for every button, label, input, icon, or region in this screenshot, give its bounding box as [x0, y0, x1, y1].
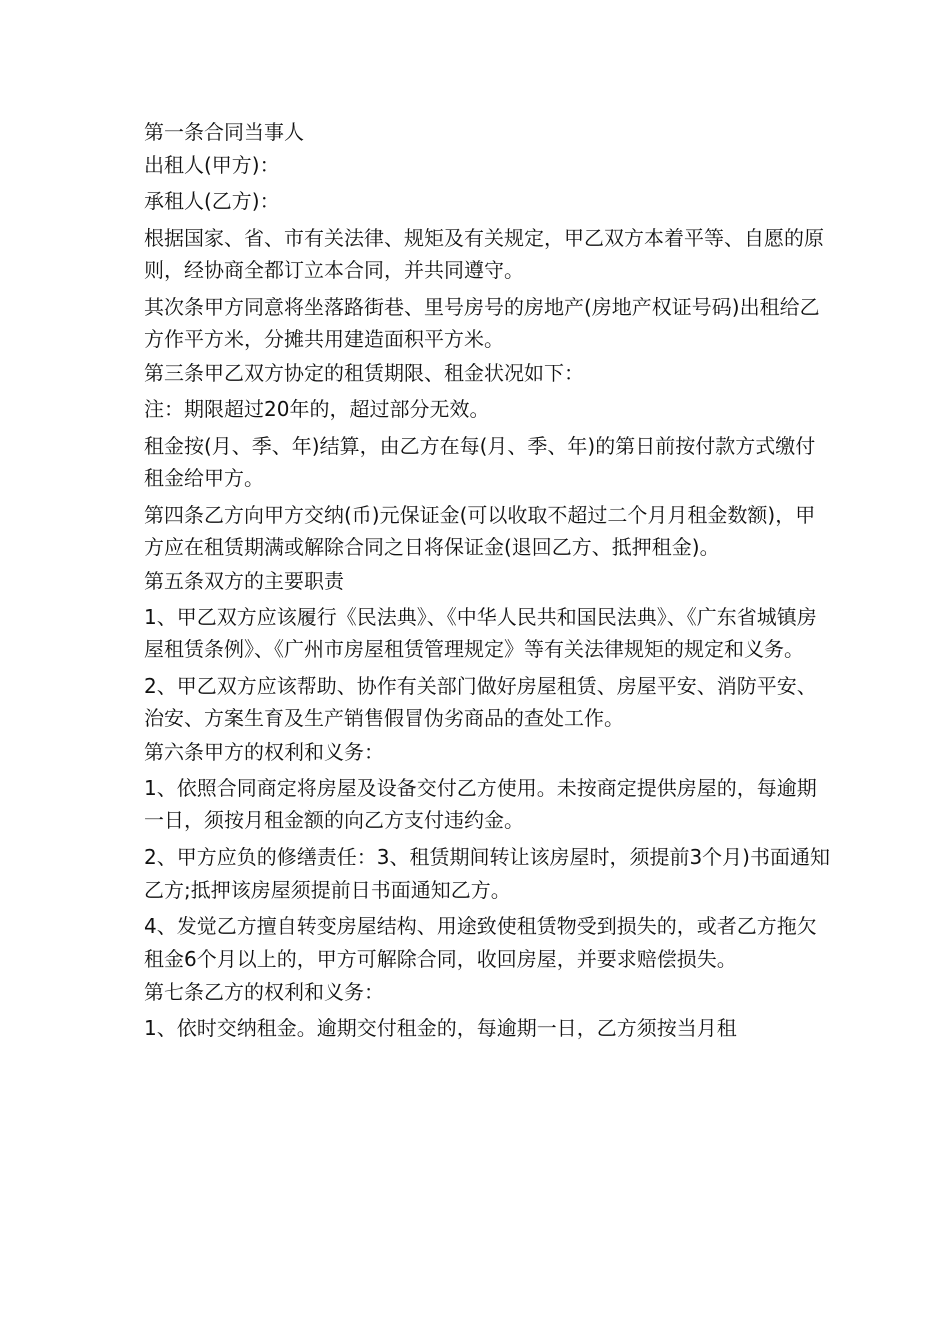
- paragraph-article-4: 第四条乙方向甲方交纳(币)元保证金(可以收取不超过二个月月租金数额)，甲方应在租赁期满或解除合同之日将保证金(退回乙方、抵押租金)。: [144, 502, 816, 560]
- paragraph-lessee: 承租人(乙方)：: [144, 189, 280, 213]
- paragraph-rent-payment: 租金按(月、季、年)结算，由乙方在每(月、季、年)的第日前按付款方式缴付租金给甲方。: [144, 433, 816, 491]
- paragraph-article-3: 第三条甲乙双方协定的租赁期限、租金状况如下：: [144, 360, 584, 385]
- paragraph-article-6-item-2-3: 2、甲方应负的修缮责任：3、租赁期间转让该房屋时，须提前3个月)书面通知乙方;抵押该房屋须提前日书面通知乙方。: [144, 845, 830, 902]
- paragraph-article-7-item-1: 1、依时交纳租金。逾期交付租金的，每逾期一日，乙方须按当月租: [144, 1016, 737, 1041]
- document-body: [144, 119, 834, 1049]
- paragraph-note: 注：期限超过20年的，超过部分无效。: [144, 396, 490, 421]
- paragraph-article-6-item-4: 4、发觉乙方擅自转变房屋结构、用途致使租赁物受到损失的，或者乙方拖欠租金6个月以上的，甲方可解除合同，收回房屋，并要求赔偿损失。: [144, 914, 817, 971]
- paragraph-article-5-item-1: 1、甲乙双方应该履行《民法典》、《中华人民共和国民法典》、《广东省城镇房屋租赁条例》、《广州市房屋租赁管理规定》等有关法律规矩的规定和义务。: [144, 604, 817, 662]
- paragraph-article-5: 第五条双方的主要职责: [144, 568, 344, 593]
- paragraph-preamble: 根据国家、省、市有关法律、规矩及有关规定，甲乙双方本着平等、自愿的原则，经协商全都订立本合同，并共同遵守。: [144, 225, 824, 283]
- paragraph-article-7: 第七条乙方的权利和义务：: [144, 980, 384, 1005]
- paragraph-article-6-item-1: 1、依照合同商定将房屋及设备交付乙方使用。未按商定提供房屋的，每逾期一日，须按月租金额的向乙方支付违约金。: [144, 776, 817, 833]
- paragraph-article-5-item-2: 2、甲乙双方应该帮助、协作有关部门做好房屋租赁、房屋平安、消防平安、治安、方案生育及生产销售假冒伪劣商品的查处工作。: [144, 674, 817, 731]
- paragraph-lessor: 出租人(甲方)：: [144, 153, 280, 177]
- paragraph-article-6: 第六条甲方的权利和义务：: [144, 740, 384, 765]
- paragraph-article-2: 其次条甲方同意将坐落路街巷、里号房号的房地产(房地产权证号码)出租给乙方作平方米，分摊共用建造面积平方米。: [144, 294, 820, 352]
- paragraph-article-1: 第一条合同当事人: [144, 120, 304, 144]
